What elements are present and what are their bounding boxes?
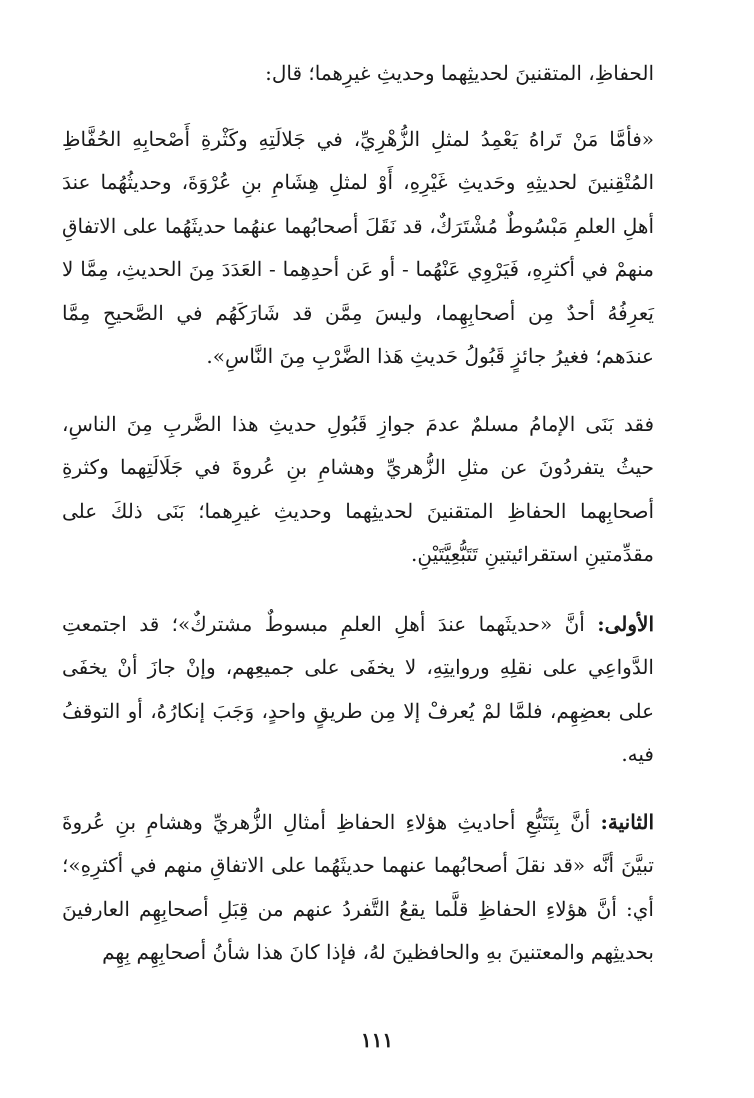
second-premise-text: أنَّ بِتَتَبُّعِ أحاديثِ هؤلاءِ الحفاظِ أمثالِ الزُّهريِّ وهشامِ بنِ عُروةَ تبيَّنَ أنَّه «قد نقلَ أصحابُهما عنهما حديثَهُما على الاتفاقِ منهم في أكثرِهِ»؛ أي: أنَّ هؤلاءِ الحفاظِ قلَّما يقعُ التَّفردُ عنهم من قِبَلِ أصحابِهِم العارفينَ بحديثِهم والمعتنينَ بهِ والحافظينَ لهُ، فإذا كانَ هذا شأنُ أصحابِهِم بِهِم	[62, 809, 654, 964]
second-premise-paragraph	[62, 801, 654, 975]
intro-line: الحفاظِ، المتقنينَ لحديثِهما وحديثِ غيرِهما؛ قال:	[265, 61, 654, 85]
second-premise-label: الثانية:	[600, 809, 655, 834]
first-premise-paragraph	[62, 603, 654, 777]
page-number: ١١١	[360, 1028, 394, 1052]
first-premise-label: الأولى:	[597, 611, 655, 636]
explanation-paragraph: فقد بَنَى الإمامُ مسلمٌ عدمَ جوازِ قَبُولِ حديثِ هذا الضَّربِ مِنَ الناسِ، حيثُ يتفردُونَ عن مثلِ الزُّهريِّ وهشامِ بنِ عُروةَ في جَلَالَتِهما وكثرةِ أصحابِهما الحفاظِ المتقنينَ لحديثِهما وحديثِ غيرِهما؛ بَنَى ذلكَ على مقدِّمتينِ استقرائيتينِ تَتَبُّعِيَّتَيْنِ.	[62, 411, 655, 566]
quoted-passage: «فأمَّا مَنْ تَراهُ يَعْمِدُ لمثلِ الزُّهْرِيِّ، في جَلالَتِهِ وكَثْرةِ أَصْحابِهِ الحُفَّاظِ المُتْقِنينَ لحديثِهِ وحَديثِ غَيْرِهِ، أَوْ لمثلِ هِشَامِ بنِ عُرْوَةَ، وحديثُهُما عندَ أهلِ العلمِ مَبْسُوطٌ مُشْتَرَكٌ، قد نَقَلَ أصحابُهما عنهُما حديثَهُما على الاتفاقِ منهمْ في أكثرِهِ، فَيَرْوِي عَنْهُما - أو عَن أحدِهِما - العَدَدَ مِنَ الحديثِ، مِمَّا لا يَعرِفُهُ أحدٌ مِن أصحابِهِما، وليسَ مِمَّن قد شَارَكَهُم في الصَّحيحِ مِمَّا عندَهم؛ فغيرُ جائزٍ قَبُولُ حَديثِ هَذا الضَّرْبِ مِنَ النَّاسِ».	[62, 126, 654, 368]
first-premise-text: أنَّ «حديثَهما عندَ أهلِ العلمِ مبسوطٌ مشتركٌ»؛ قد اجتمعتِ الدَّواعِي على نقلِهِ وروايتِهِ، لا يخفَى على جميعِهم، وإنْ جازَ أنْ يخفَى على بعضِهِم، فلمَّا لمْ يُعرفْ إلا مِن طريقٍ واحدٍ، وَجَبَ إنكارُهُ، أو التوقفُ فيه.	[62, 611, 654, 766]
